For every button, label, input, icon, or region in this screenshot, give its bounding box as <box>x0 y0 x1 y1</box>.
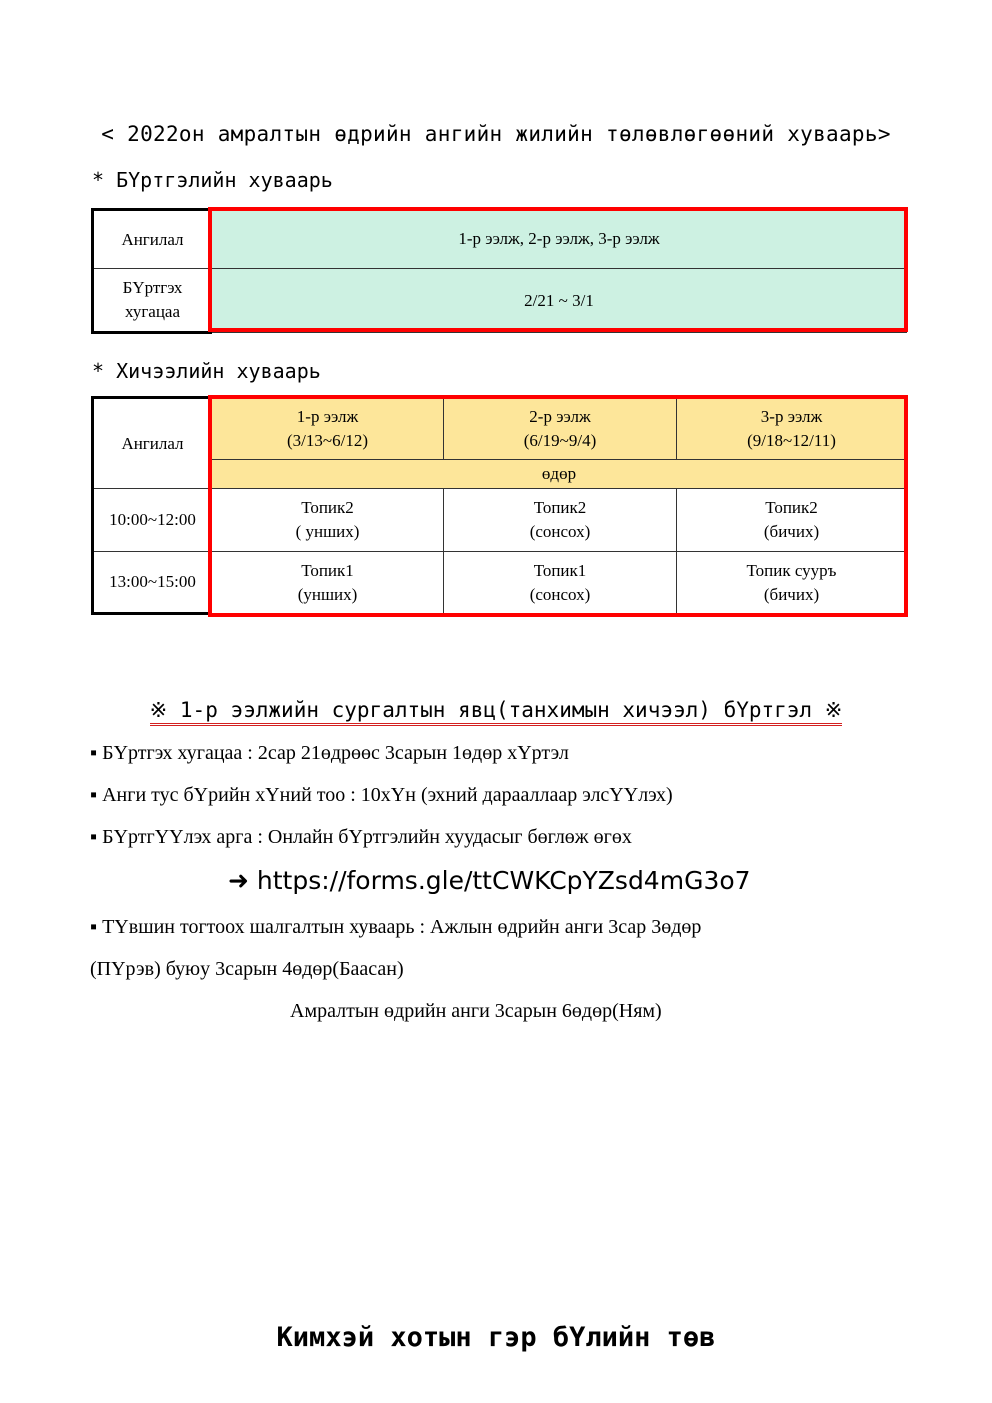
info-item-method: ▪ БҮртгҮҮлэх арга : Онлайн бҮртгэлийн хуудасыг бөглөж өгөх <box>90 826 632 848</box>
class-name: Топик1 <box>533 560 587 580</box>
registration-schedule-table <box>91 208 907 334</box>
class-name: Топик2 <box>765 498 818 517</box>
class-skill: (сонсох) <box>529 522 591 541</box>
class-cell <box>212 489 444 552</box>
info-item-period: ▪ БҮртгэх хугацаа : 2сар 21өдрөөс 3сарын 1өдөр хҮртэл <box>90 742 569 764</box>
category-label-cell: Ангилал <box>93 398 212 489</box>
class-cell <box>677 489 907 552</box>
terms-cell: 1-р ээлж, 2-р ээлж, 3-р ээлж <box>212 210 907 269</box>
registration-info-heading <box>0 698 992 722</box>
test-schedule-line1: ▪ ТҮвшин тогтоох шалгалтын хуваарь : Ажлын өдрийн анги 3сар 3өдөр <box>90 916 702 938</box>
class-skill: (бичих) <box>763 584 820 604</box>
term-header-1 <box>212 398 444 460</box>
category-label-cell: Ангилал <box>93 210 212 269</box>
day-label-cell: өдөр <box>212 460 907 489</box>
term-name: 1-р ээлж <box>296 406 359 426</box>
registration-period-label-line1: БҮртгэх <box>122 278 183 297</box>
class-cell <box>677 552 907 614</box>
term-header-3 <box>677 398 907 460</box>
class-skill: (сонсох) <box>529 584 591 604</box>
class-name: Топик2 <box>301 498 354 517</box>
class-name: Топик2 <box>533 498 587 517</box>
term-dates: (3/13~6/12) <box>287 430 368 450</box>
term-dates: (9/18~12/11) <box>747 430 836 450</box>
registration-period-value-cell: 2/21 ~ 3/1 <box>212 269 907 333</box>
class-cell <box>212 552 444 614</box>
test-schedule-line3: Амралтын өдрийн анги 3сарын 6өдөр(Ням) <box>290 1000 662 1022</box>
class-name: Топик1 <box>301 560 354 580</box>
term-dates: (6/19~9/4) <box>523 430 597 450</box>
organization-name: Кимхэй хотын гэр бҮлийн төв <box>276 1322 716 1353</box>
term-header-2 <box>444 398 677 460</box>
time-cell: 10:00~12:00 <box>93 489 212 552</box>
registration-period-label-line2: хугацаа <box>124 302 181 321</box>
class-schedule-table <box>91 396 907 615</box>
page-title: < 2022он амралтын өдрийн ангийн жилийн төлөвлөгөөний хуваарь> <box>101 122 891 146</box>
term-name: 2-р ээлж <box>529 406 591 426</box>
class-skill: (унших) <box>297 584 358 604</box>
term-name: 3-р ээлж <box>760 406 823 426</box>
class-skill: (бичих) <box>763 522 820 541</box>
class-cell <box>444 489 677 552</box>
class-name: Топик сууръ <box>746 560 837 580</box>
registration-schedule-heading: * БҮртгэлийн хуваарь <box>92 168 333 192</box>
time-cell: 13:00~15:00 <box>93 552 212 614</box>
class-skill: ( унших) <box>295 522 360 541</box>
class-cell <box>444 552 677 614</box>
registration-period-label-cell <box>93 269 212 333</box>
registration-form-link[interactable]: ➜ https://forms.gle/ttCWKCpYZsd4mG3o7 <box>228 866 751 895</box>
info-item-capacity: ▪ Анги тус бҮрийн хҮний тоо : 10хҮн (эхний дарааллаар элсҮҮлэх) <box>90 784 673 806</box>
registration-info-heading-text: ※ 1-р ээлжийн сургалтын явц(танхимын хичээл) бҮртгэл ※ <box>150 698 843 726</box>
class-schedule-heading: * Хичээлийн хуваарь <box>92 359 321 383</box>
test-schedule-line2: (ПҮрэв) буюу 3сарын 4өдөр(Баасан) <box>90 958 404 980</box>
